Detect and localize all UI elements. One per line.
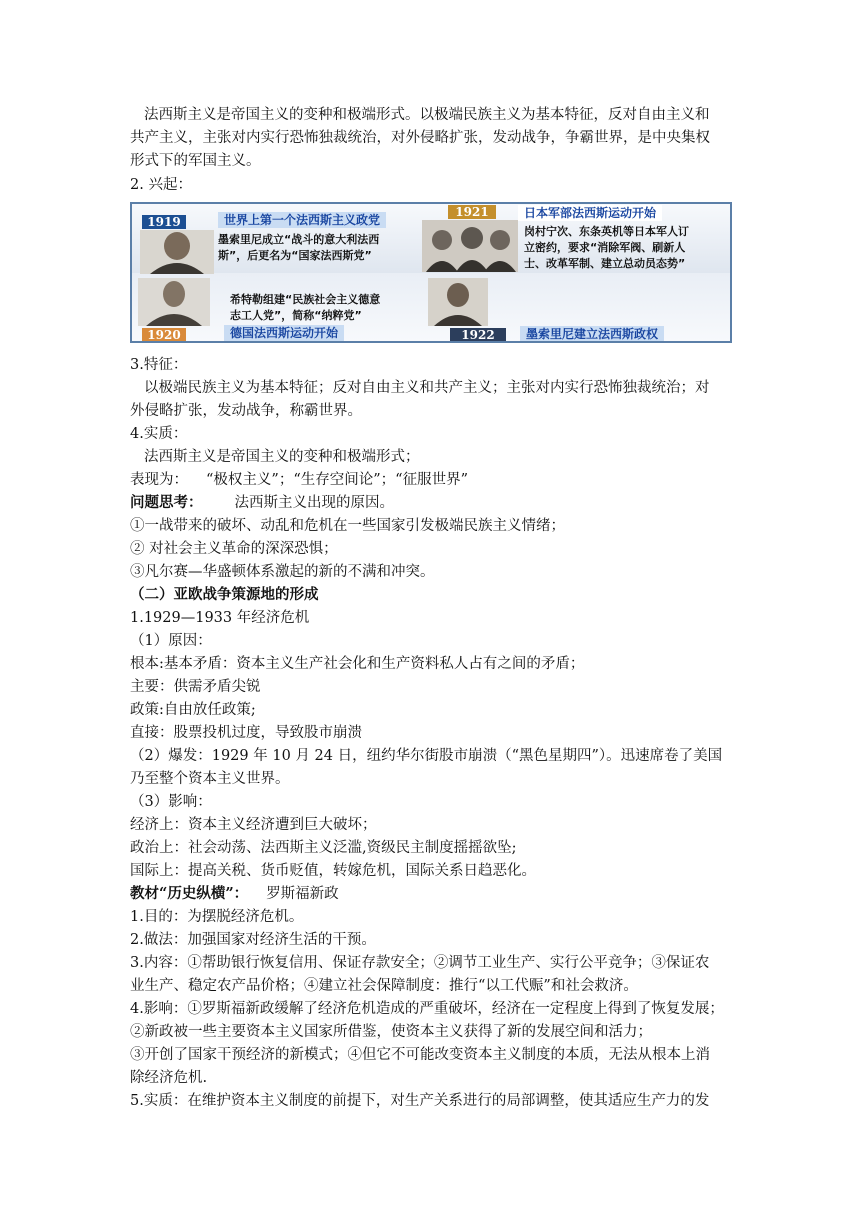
event-1920-desc-2: 志工人党”，简称“纳粹党” <box>230 309 362 322</box>
section-4-performance <box>130 469 468 491</box>
newdeal-method: 2.做法：加强国家对经济生活的干预。 <box>130 932 376 948</box>
performance-label: 表现为： <box>130 472 188 488</box>
newdeal-essence: 5.实质：在维护资本主义制度的前提下，对生产关系进行的局部调整，使其适应生产力的发 <box>130 1093 710 1109</box>
event-1921-desc-1: 岗村宁次、东条英机等日本军人订 <box>524 225 689 238</box>
year-badge-1921: 1921 <box>448 205 496 219</box>
year-badge-1922: 1922 <box>450 328 506 342</box>
section-2-title: 2. 兴起： <box>130 177 192 193</box>
newdeal-impact-2: ②新政被一些主要资本主义国家所借鉴，使资本主义获得了新的发展空间和活力； <box>130 1024 652 1040</box>
part-2-title: （二）亚欧战争策源地的形成 <box>130 586 319 603</box>
section-4-title: 4.实质： <box>130 426 188 442</box>
question-text: 法西斯主义出现的原因。 <box>234 495 394 511</box>
event-1922-heading: 墨索里尼建立法西斯政权 <box>520 326 664 342</box>
crisis-impact-title: （3）影响： <box>130 794 212 810</box>
japanese-officers-photo <box>422 220 518 272</box>
newdeal-impact-3: ③开创了国家干预经济的新模式；④但它不可能改变资本主义制度的本质，无法从根本上消 <box>130 1047 710 1063</box>
crisis-direct-cause: 直接：股票投机过度，导致股市崩溃 <box>130 725 362 741</box>
reason-1: ①一战带来的破坏、动乱和危机在一些国家引发极端民族主义情绪； <box>130 518 565 534</box>
year-badge-1920: 1920 <box>142 328 186 342</box>
intro-line-3: 形式下的军国主义。 <box>130 153 261 169</box>
crisis-cause-title: （1）原因： <box>130 633 212 649</box>
newdeal-label: 教材“历史纵横”： <box>130 885 249 902</box>
year-badge-1919: 1919 <box>142 215 186 229</box>
section-3-title: 3.特征： <box>130 357 188 373</box>
crisis-root-cause: 根本:基本矛盾：资本主义生产社会化和生产资料私人占有之间的矛盾； <box>130 656 585 672</box>
reason-2: ② 对社会主义革命的深深恐惧； <box>130 541 338 557</box>
crisis-impact-international: 国际上：提高关税、货币贬值，转嫁危机，国际关系日趋恶化。 <box>130 863 536 879</box>
crisis-title: 1.1929—1933 年经济危机 <box>130 610 310 626</box>
hitler-portrait <box>138 278 210 326</box>
section-3-line-2: 外侵略扩张，发动战争，称霸世界。 <box>130 403 362 419</box>
event-1919-desc-2: 斯”，后更名为“国家法西斯党” <box>218 249 372 262</box>
performance-value: “极权主义”；“生存空间论”；“征服世界” <box>206 472 468 488</box>
reason-3: ③凡尔赛—华盛顿体系激起的新的不满和冲突。 <box>130 564 435 580</box>
newdeal-heading <box>130 883 339 905</box>
mussolini-portrait <box>140 230 214 274</box>
event-1920-heading: 德国法西斯运动开始 <box>224 325 344 341</box>
event-1920-desc-1: 希特勒组建“民族社会主义德意 <box>230 293 381 306</box>
crisis-main-cause: 主要：供需矛盾尖锐 <box>130 679 261 695</box>
event-1919-heading: 世界上第一个法西斯主义政党 <box>218 212 386 228</box>
event-1921-heading: 日本军部法西斯运动开始 <box>518 205 662 221</box>
question-label: 问题思考： <box>130 494 203 511</box>
crisis-impact-economy: 经济上：资本主义经济遭到巨大破坏； <box>130 817 377 833</box>
crisis-outbreak-2: 乃至整个资本主义世界。 <box>130 771 290 787</box>
question-line <box>130 492 394 514</box>
mussolini-1922-portrait <box>428 278 488 326</box>
newdeal-impact-1: 4.影响：①罗斯福新政缓解了经济危机造成的严重破坏，经济在一定程度上得到了恢复发展； <box>130 1001 724 1017</box>
newdeal-content-2: 业生产、稳定农产品价格；④建立社会保障制度：推行“以工代赈”和社会救济。 <box>130 978 638 994</box>
newdeal-impact-4: 除经济危机. <box>130 1070 208 1086</box>
newdeal-title: 罗斯福新政 <box>266 886 339 902</box>
section-3-line-1: 以极端民族主义为基本特征；反对自由主义和共产主义；主张对内实行恐怖独裁统治；对 <box>144 380 710 396</box>
event-1919-desc-1: 墨索里尼成立“战斗的意大利法西 <box>218 233 380 246</box>
event-1921-desc-3: 士、改革军制、建立总动员态势” <box>524 257 686 270</box>
intro-line-2: 共产主义，主张对内实行恐怖独裁统治，对外侵略扩张，发动战争，争霸世界，是中央集权 <box>130 130 710 146</box>
crisis-policy-cause: 政策:自由放任政策; <box>130 702 256 718</box>
intro-line-1: 法西斯主义是帝国主义的变种和极端形式。以极端民族主义为基本特征，反对自由主义和 <box>144 107 710 123</box>
crisis-outbreak-1: （2）爆发：1929 年 10 月 24 日，纽约华尔街股市崩溃（“黑色星期四”）。迅速席卷了美国 <box>130 748 723 764</box>
newdeal-content-1: 3.内容：①帮助银行恢复信用、保证存款安全；②调节工业生产、实行公平竞争；③保证农 <box>130 955 710 971</box>
crisis-impact-politics: 政治上：社会动荡、法西斯主义泛滥,资级民主制度摇摇欲坠; <box>130 840 517 856</box>
timeline-figure <box>130 202 732 343</box>
section-4-line-1: 法西斯主义是帝国主义的变种和极端形式； <box>144 449 420 465</box>
newdeal-purpose: 1.目的：为摆脱经济危机。 <box>130 909 304 925</box>
event-1921-desc-2: 立密约，要求“消除军阀、刷新人 <box>524 241 686 254</box>
